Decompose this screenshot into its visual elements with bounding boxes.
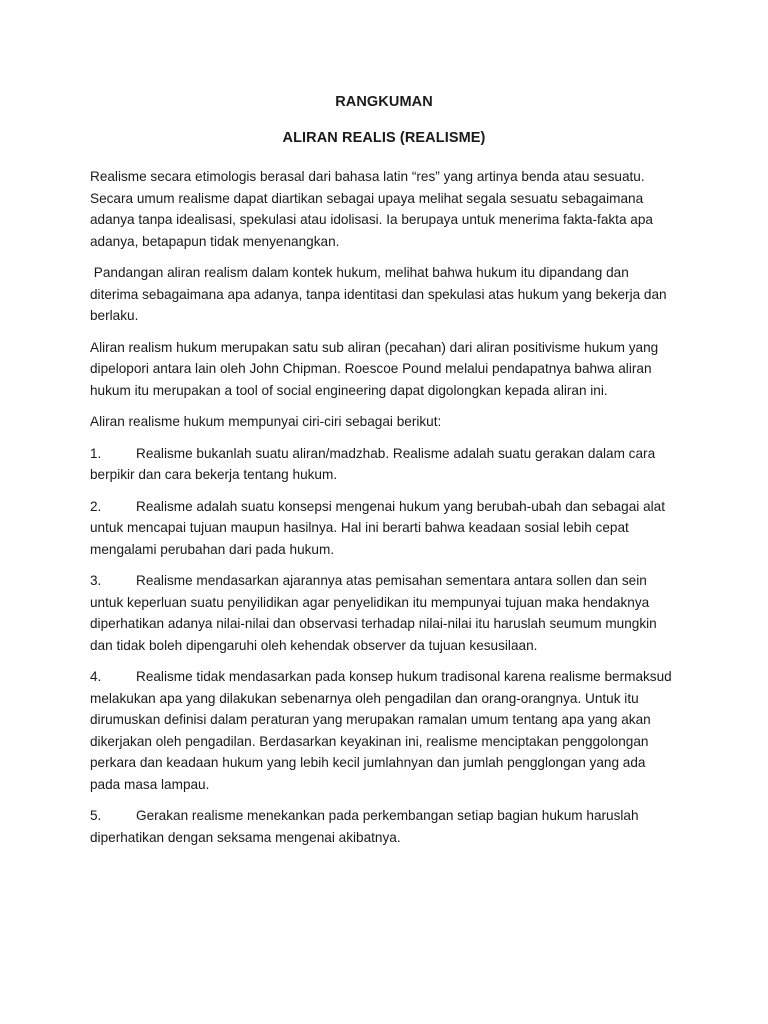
list-item [90, 666, 678, 795]
list-item [90, 443, 678, 486]
list-item-text: Realisme adalah suatu konsepsi mengenai hukum yang berubah-ubah dan sebagai alat untuk mencapai tujuan maupun hasilnya. Hal ini berarti bahwa keadaan sosial lebih cepat mengalami perubahan dari pada hukum. [90, 498, 666, 557]
paragraph-ciri-ciri-intro: Aliran realisme hukum mempunyai ciri-ciri sebagai berikut: [90, 414, 442, 429]
list-item-number: 1. [90, 445, 102, 461]
list-item-number: 5. [90, 808, 102, 823]
list-item-number: 4. [90, 669, 102, 684]
ciri-ciri-list [90, 443, 678, 849]
list-item-text: Realisme tidak mendasarkan pada konsep hukum tradisonal karena realisme bermaksud melakukan apa yang dilakukan sebenarnya oleh pengadilan dan orang-orangnya. Untuk itu dirumuskan definisi dalam peraturan yang merupakan ramalan umum tentang apa yang akan dikerjakan oleh pengadilan. Berdasarkan keyakinan ini, realisme menciptakan penggolongan perkara dan keadaan hukum yang lebih kecil jumlahnyan dan jumlah pengglongan yang ada pada masa lampau. [90, 669, 672, 792]
list-item-number: 3. [90, 573, 102, 588]
list-item [90, 570, 678, 656]
list-item-number: 2. [90, 498, 102, 514]
paragraph-pandangan: Pandangan aliran realism dalam kontek hukum, melihat bahwa hukum itu dipandang dan diterima sebagaimana apa adanya, tanpa identitasi dan spekulasi atas hukum yang bekerja dan berlaku. [90, 265, 671, 323]
list-item-text: Realisme mendasarkan ajarannya atas pemisahan sementara antara sollen dan sein untuk keperluan suatu penyilidikan agar penyelidikan itu mempunyai tujuan maka hendaknya diperhatikan adanya nilai-nilai dan observasi terhadap nilai-nilai itu haruslah seumum mungkin dan tidak boleh dipengaruhi oleh kehendak observer da tujuan kesusilaan. [90, 573, 657, 653]
list-item-text: Realisme bukanlah suatu aliran/madzhab. Realisme adalah suatu gerakan dalam cara berpikir dan cara bekerja tentang hukum. [90, 445, 656, 482]
list-item [90, 496, 678, 561]
page-subtitle: ALIRAN REALIS (REALISME) [282, 130, 486, 146]
paragraph-sub-aliran: Aliran realism hukum merupakan satu sub aliran (pecahan) dari aliran positivisme hukum yang dipelopori antara lain oleh John Chipman. Roescoe Pound melalui pendapatnya bahwa aliran hukum itu merupakan a tool of social engineering dapat digolongkan kepada aliran ini. [90, 339, 659, 398]
list-item [90, 805, 678, 848]
page-title: RANGKUMAN [335, 94, 433, 110]
paragraph-etimologi: Realisme secara etimologis berasal dari bahasa latin “res” yang artinya benda atau sesuatu. Secara umum realisme dapat diartikan sebagai upaya melihat segala sesuatu sebagaimana adanya tanpa idealisasi, spekulasi atau idolisasi. Ia berupaya untuk menerima fakta-fakta apa adanya, betapapun tidak menyenangkan. [90, 169, 653, 249]
list-item-text: Gerakan realisme menekankan pada perkembangan setiap bagian hukum haruslah diperhatikan dengan seksama mengenai akibatnya. [90, 808, 639, 845]
